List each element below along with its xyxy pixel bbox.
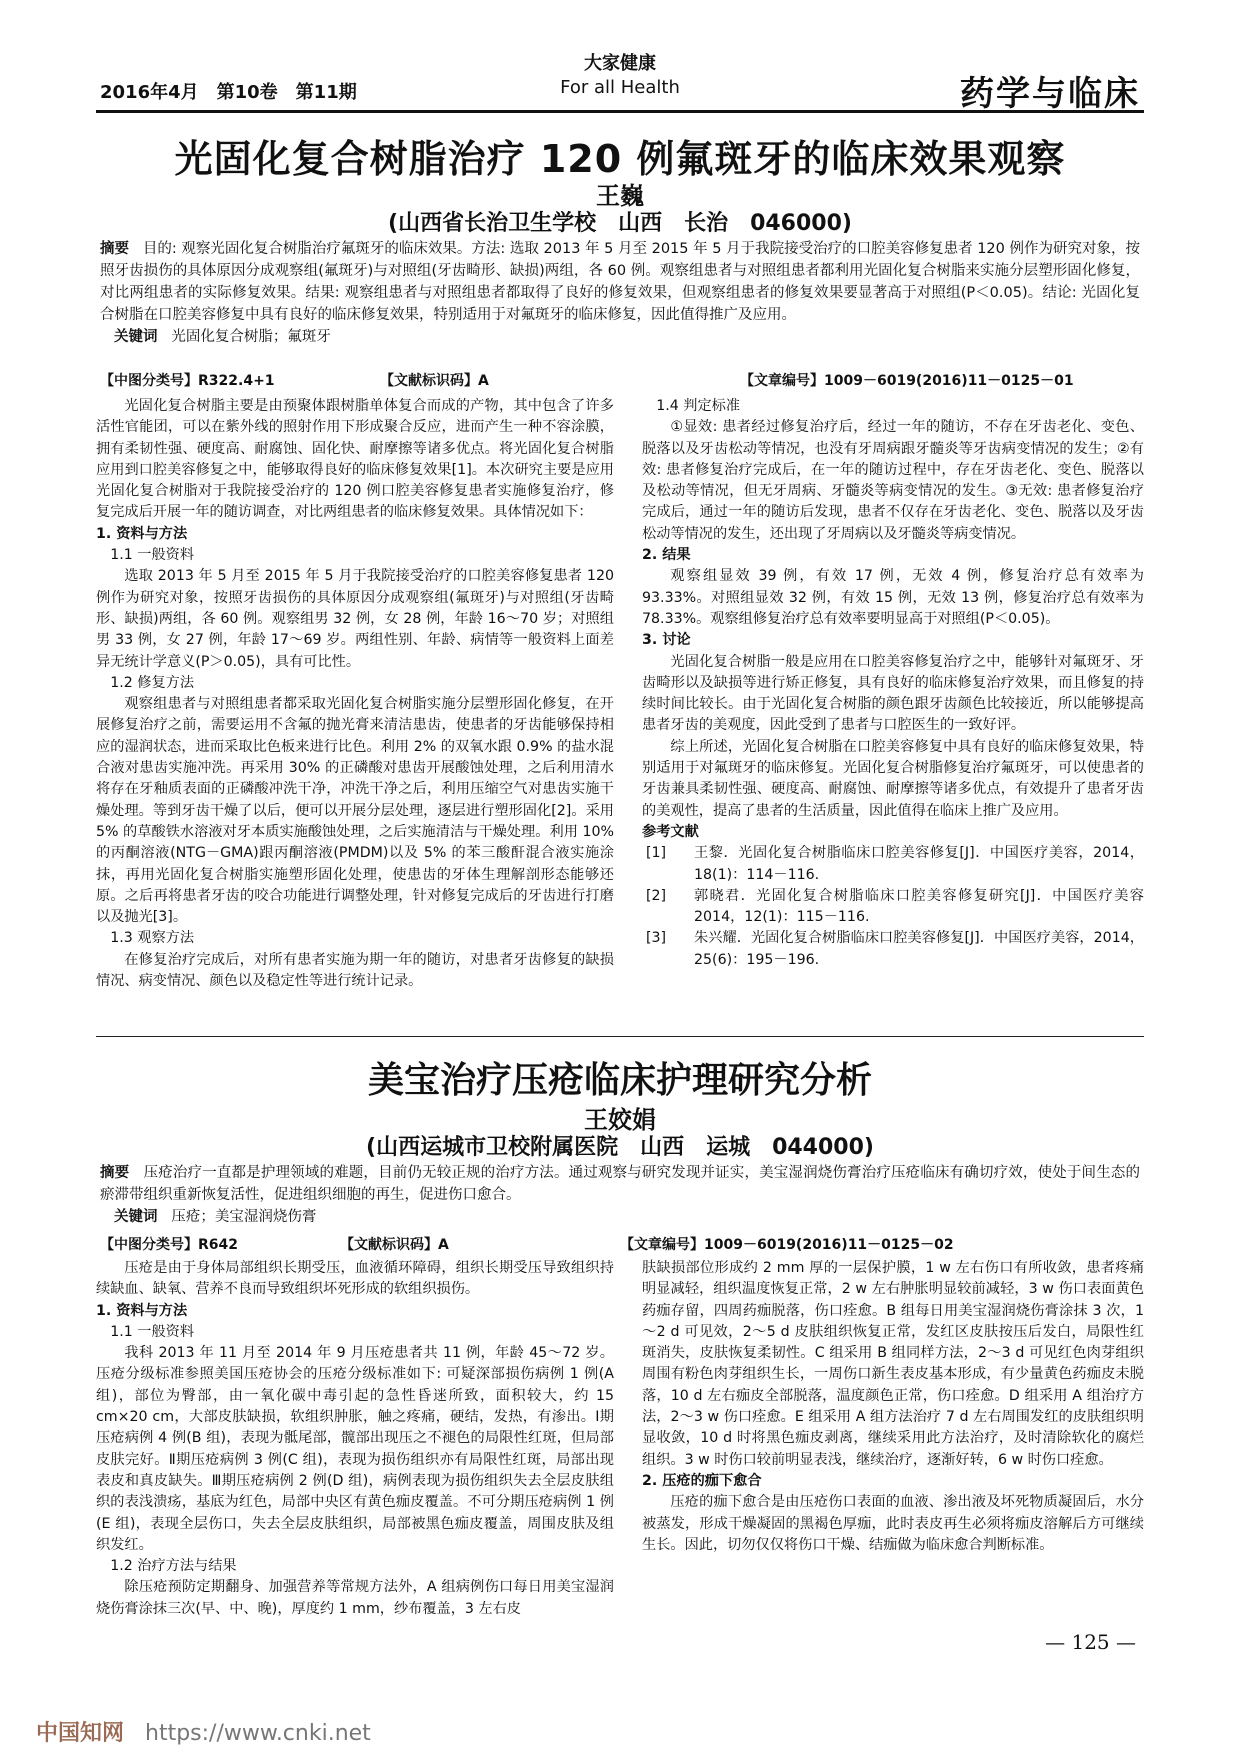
article2-right-column [642, 1258, 1144, 1556]
reference-text: 朱兴耀．光固化复合树脂临床口腔美容修复[J]．中国医疗美容，2014，25(6)：195－196. [694, 930, 1144, 968]
body-paragraph: ①显效: 患者经过修复治疗后，经过一年的随访，不存在牙齿老化、变色、脱落以及牙齿松动等情况，也没有牙周病跟牙髓炎等牙齿病变情况的发生；②有效: 患者修复治疗完成后，在一年的随访过程中，存在牙齿老化、变色、脱落以及松动等情况，但无牙周病、牙髓炎等病变情况的发生。③无效: 患者修复治疗完成后，通过一年的随访后发现，患者不仅存在牙齿老化、变色、脱落以及牙齿松动等情况的发生，还出现了牙周病以及牙髓炎等病变情况。 [642, 419, 1144, 542]
body-paragraph: 综上所述，光固化复合树脂在口腔美容修复中具有良好的临床修复效果，特别适用于对氟斑牙的临床修复。光固化复合树脂修复治疗氟斑牙，可以使患者的牙齿兼具柔韧性强、硬度高、耐腐蚀、耐摩擦等诸多优点，有效提升了患者牙齿的美观性，提高了患者的生活质量，因此值得在临床上推广及应用。 [642, 738, 1144, 819]
subsection-heading: 1.1 一般资料 [110, 547, 195, 564]
subsection-heading: 1.2 治疗方法与结果 [110, 1558, 237, 1575]
reference-number: [2] [646, 887, 667, 904]
watermark-url: https://www.cnki.net [145, 1721, 371, 1746]
section-title: 药学与临床 [960, 74, 1140, 114]
subsection-heading: 1.1 一般资料 [110, 1323, 195, 1340]
keywords-label: 关键词 [114, 329, 158, 345]
article1-affiliation: (山西省长治卫生学校 山西 长治 046000) [388, 211, 852, 236]
reference-text: 王黎．光固化复合树脂临床口腔美容修复[J]．中国医疗美容，2014，18(1)：114－116. [694, 845, 1144, 883]
reference-number: [3] [646, 930, 667, 947]
body-paragraph: 肤缺损部位形成约 2 mm 厚的一层保护膜，1 w 左右伤口有所收敛，患者疼痛明显减轻，组织温度恢复正常，2 w 左右肿胀明显较前减轻，3 w 伤口表面黄色药痂存留，四周药痂脱落，伤口痊愈。B 组每日用美宝湿润烧伤膏涂抹 3 次，1～2 d 可见效，2～5 d 皮肤组织恢复正常，发红区皮肤按压后发白，局限性红斑消失，皮肤恢复柔韧性。C 组采用 B 组同样方法，2～3 d 可见红色肉芽组织周围有粉色肉芽组织生长，一周伤口新生表皮基本形成，有少量黄色药痂皮未脱落，10 d 左右痂皮全部脱落，温度颜色正常，伤口痊愈。D 组采用 A 组治疗方法，2～3 w 伤口痊愈。E 组采用 A 组方法治疗 7 d 左右周围发红的皮肤组织明显收敛，10 d 时将黑色痂皮剥离，继续采用此方法治疗，及时清除软化的腐烂组织。3 w 时伤口较前明显表浅，继续治疗，逐渐好转，6 w 时伤口痊愈。 [642, 1260, 1144, 1468]
body-paragraph: 除压疮预防定期翻身、加强营养等常规方法外，A 组病例伤口每日用美宝湿润烧伤膏涂抹三次(早、中、晚)，厚度约 1 mm，纱布覆盖，3 左右皮 [96, 1579, 614, 1617]
watermark-brand: 中国知网 [36, 1721, 125, 1746]
document-code: 【文献标识码】A [340, 1237, 449, 1253]
body-paragraph: 我科 2013 年 11 月至 2014 年 9 月压疮患者共 11 例，年龄 45～72 岁。压疮分级标准参照美国压疮协会的压疮分级标准如下: 可疑深部损伤病例 1 例(A 组)，部位为臀部，由一氧化碳中毒引起的急性昏迷所致，面积较大，约 15 cm×20 cm，大部皮肤缺损，软组织肿胀，触之疼痛，硬结，发热，有渗出。Ⅰ期压疮病例 4 例(B 组)，表现为骶尾部，髋部出现压之不褪色的局限性红斑，但局部皮肤完好。Ⅱ期压疮病例 3 例(C 组)，表现为损伤组织亦有局限性红斑，局部出现表皮和真皮缺失。Ⅲ期压疮病例 2 例(D 组)，病例表现为损伤组织失去全层皮肤组织的表浅溃疡，基底为红色，局部中央区有黄色痂皮覆盖。不可分期压疮病例 1 例(E 组)，表现全层伤口，失去全层皮肤组织，局部被黑色痂皮覆盖，周围皮肤及组织发红。 [96, 1345, 614, 1553]
article2-abstract [100, 1162, 1140, 1228]
subsection-heading: 1.4 判定标准 [656, 398, 741, 414]
article1-classification [100, 370, 1140, 390]
body-paragraph: 压疮的痂下愈合是由压疮伤口表面的血液、渗出液及坏死物质凝固后，水分被蒸发，形成干燥凝固的黑褐色厚痂，此时表皮再生必须将痂皮溶解后方可继续生长。因此，切勿仅仅将伤口干燥、结痂做为临床愈合判断标准。 [642, 1494, 1144, 1553]
article2-affiliation: (山西运城市卫校附属医院 山西 运城 044000) [366, 1135, 874, 1160]
abstract-text: 目的: 观察光固化复合树脂治疗氟斑牙的临床效果。方法: 选取 2013 年 5 月至 2015 年 5 月于我院接受治疗的口腔美容修复患者 120 例作为研究对象，按照牙齿损伤的具体原因分成观察组(氟斑牙)与对照组(牙齿畸形、缺损)两组，各 60 例。观察组患者与对照组患者都利用光固化复合树脂来实施分层塑形固化修复，对比两组患者的实际修复效果。结果: 观察组患者与对照组患者都取得了良好的修复效果，但观察组患者的修复效果要显著高于对照组(P＜0.05)。结论: 光固化复合树脂在口腔美容修复中具有良好的临床修复效果，特别适用于对氟斑牙的临床修复，因此值得推广及应用。 [100, 241, 1141, 323]
journal-name-en: For all Health [560, 77, 680, 98]
abstract-text: 压疮治疗一直都是护理领域的难题，目前仍无较正规的治疗方法。通过观察与研究发现并证实，美宝湿润烧伤膏治疗压疮临床有确切疗效，使处于间生态的瘀滞带组织重新恢复活性，促进组织细胞的再生，促进伤口愈合。 [100, 1165, 1140, 1203]
keywords-text: 压疮；美宝湿润烧伤膏 [171, 1209, 317, 1225]
article-number: 【文章编号】1009－6019(2016)11－0125－02 [620, 1237, 954, 1253]
body-paragraph: 压疮是由于身体局部组织长期受压，血液循环障碍，组织长期受压导致组织持续缺血、缺氧、营养不良而导致组织坏死形成的软组织损伤。 [96, 1260, 614, 1298]
section-heading: 1. 资料与方法 [96, 1302, 188, 1319]
body-paragraph: 光固化复合树脂主要是由预聚体跟树脂单体复合而成的产物，其中包含了许多活性官能团，可以在紫外线的照射作用下形成聚合反应，进而产生一种不容涂膜，拥有柔韧性强、硬度高、耐腐蚀、固化快、耐摩擦等诸多优点。将光固化复合树脂应用到口腔美容修复之中，能够取得良好的临床修复效果[1]。本次研究主要是应用光固化复合树脂对于我院接受治疗的 120 例口腔美容修复患者实施修复治疗，修复完成后开展一年的随访调查，对比两组患者的临床修复效果。具体情况如下： [96, 398, 614, 521]
section-heading: 参考文献 [642, 823, 699, 840]
article-divider [96, 1036, 1144, 1037]
article2-author: 王姣娟 [584, 1106, 656, 1134]
body-paragraph: 选取 2013 年 5 月至 2015 年 5 月于我院接受治疗的口腔美容修复患者 120 例作为研究对象，按照牙齿损伤的具体原因分成观察组(氟斑牙)与对照组(牙齿畸形、缺损)两组，各 60 例。观察组男 32 例，女 28 例，年龄 16～70 岁；对照组男 33 例，女 27 例，年龄 17～69 岁。两组性别、年龄、病情等一般资料上面差异无统计学意义(P＞0.05)，具有可比性。 [96, 568, 614, 670]
keywords-label: 关键词 [114, 1209, 158, 1225]
issue-info: 2016年4月 第10卷 第11期 [100, 82, 357, 103]
article1-abstract [100, 238, 1140, 348]
section-heading: 2. 结果 [642, 547, 691, 564]
page-number: — 125 — [1045, 1630, 1136, 1654]
journal-name-cn: 大家健康 [584, 53, 656, 74]
body-paragraph: 在修复治疗完成后，对所有患者实施为期一年的随访，对患者牙齿修复的缺损情况、病变情况、颜色以及稳定性等进行统计记录。 [96, 951, 614, 990]
body-paragraph: 观察组患者与对照组患者都采取光固化复合树脂实施分层塑形固化修复，在开展修复治疗之前，需要运用不含氟的抛光膏来清洁患齿，使患者的牙齿能够保持相应的湿润状态，进而采取比色板来进行比色。利用 2% 的双氧水跟 0.9% 的盐水混合液对患齿实施冲洗。再采用 30% 的正磷酸对患齿开展酸蚀处理，之后利用清水将存在牙釉质表面的正磷酸冲洗干净，冲洗干净之后，利用压缩空气对患齿实施干燥处理。等到牙齿干燥了以后，便可以开展分层处理，逐层进行塑形固化[2]。采用 5% 的草酸铁水溶液对牙本质实施酸蚀处理，之后实施清洁与干燥处理。利用 10% 的丙酮溶液(NTG－GMA)跟丙酮溶液(PMDM)以及 5% 的苯三酸酐混合液实施涂抹，再用光固化复合树脂实施塑形固化处理，使患齿的牙体生理解剖形态能够还原。之后再将患者牙齿的咬合功能进行调整处理，针对修复完成后的牙齿进行打磨以及抛光[3]。 [96, 696, 614, 926]
section-heading: 3. 讨论 [642, 632, 691, 649]
section-heading: 1. 资料与方法 [96, 525, 188, 542]
section-heading: 2. 压疮的痂下愈合 [642, 1472, 762, 1489]
header-rule [96, 110, 1144, 113]
subsection-heading: 1.3 观察方法 [110, 930, 195, 947]
abstract-label: 摘要 [100, 241, 130, 257]
reference-item [642, 843, 1144, 886]
article2-title: 美宝治疗压疮临床护理研究分析 [367, 1060, 872, 1101]
cnki-watermark [36, 1716, 371, 1747]
abstract-label: 摘要 [100, 1165, 130, 1181]
clc-number: 【中图分类号】R322.4+1 [100, 373, 275, 389]
reference-item [642, 886, 1144, 929]
keywords-text: 光固化复合树脂；氟斑牙 [171, 329, 331, 345]
article-number: 【文章编号】1009－6019(2016)11－0125－01 [740, 373, 1074, 389]
reference-item [642, 928, 1144, 971]
subsection-heading: 1.2 修复方法 [110, 674, 195, 691]
article1-author: 王巍 [596, 182, 644, 210]
article1-left-column [96, 396, 614, 992]
article1-right-column [642, 396, 1144, 971]
clc-number: 【中图分类号】R642 [100, 1237, 239, 1253]
reference-text: 郭晓君．光固化复合树脂临床口腔美容修复研究[J]．中国医疗美容 2014，12(1)：115－116. [694, 887, 1144, 926]
reference-number: [1] [646, 845, 667, 862]
article1-title: 光固化复合树脂治疗 120 例氟斑牙的临床效果观察 [174, 137, 1066, 181]
article2-classification [100, 1234, 1140, 1254]
journal-name [480, 52, 760, 100]
body-paragraph: 观察组显效 39 例，有效 17 例，无效 4 例，修复治疗总有效率为 93.33%。对照组显效 32 例，有效 15 例，无效 13 例，修复治疗总有效率为 78.33%。观察组修复治疗总有效率要明显高于对照组(P＜0.05)。 [642, 568, 1144, 627]
document-code: 【文献标识码】A [380, 373, 489, 389]
body-paragraph: 光固化复合树脂一般是应用在口腔美容修复治疗之中，能够针对氟斑牙、牙齿畸形以及缺损等进行矫正修复，具有良好的临床修复治疗效果，而且修复的持续时间比较长。由于光固化复合树脂的颜色跟牙齿颜色比较接近，所以能够提高患者牙齿的美观度，因此受到了患者与口腔医生的一致好评。 [642, 653, 1144, 734]
article2-left-column [96, 1258, 614, 1620]
